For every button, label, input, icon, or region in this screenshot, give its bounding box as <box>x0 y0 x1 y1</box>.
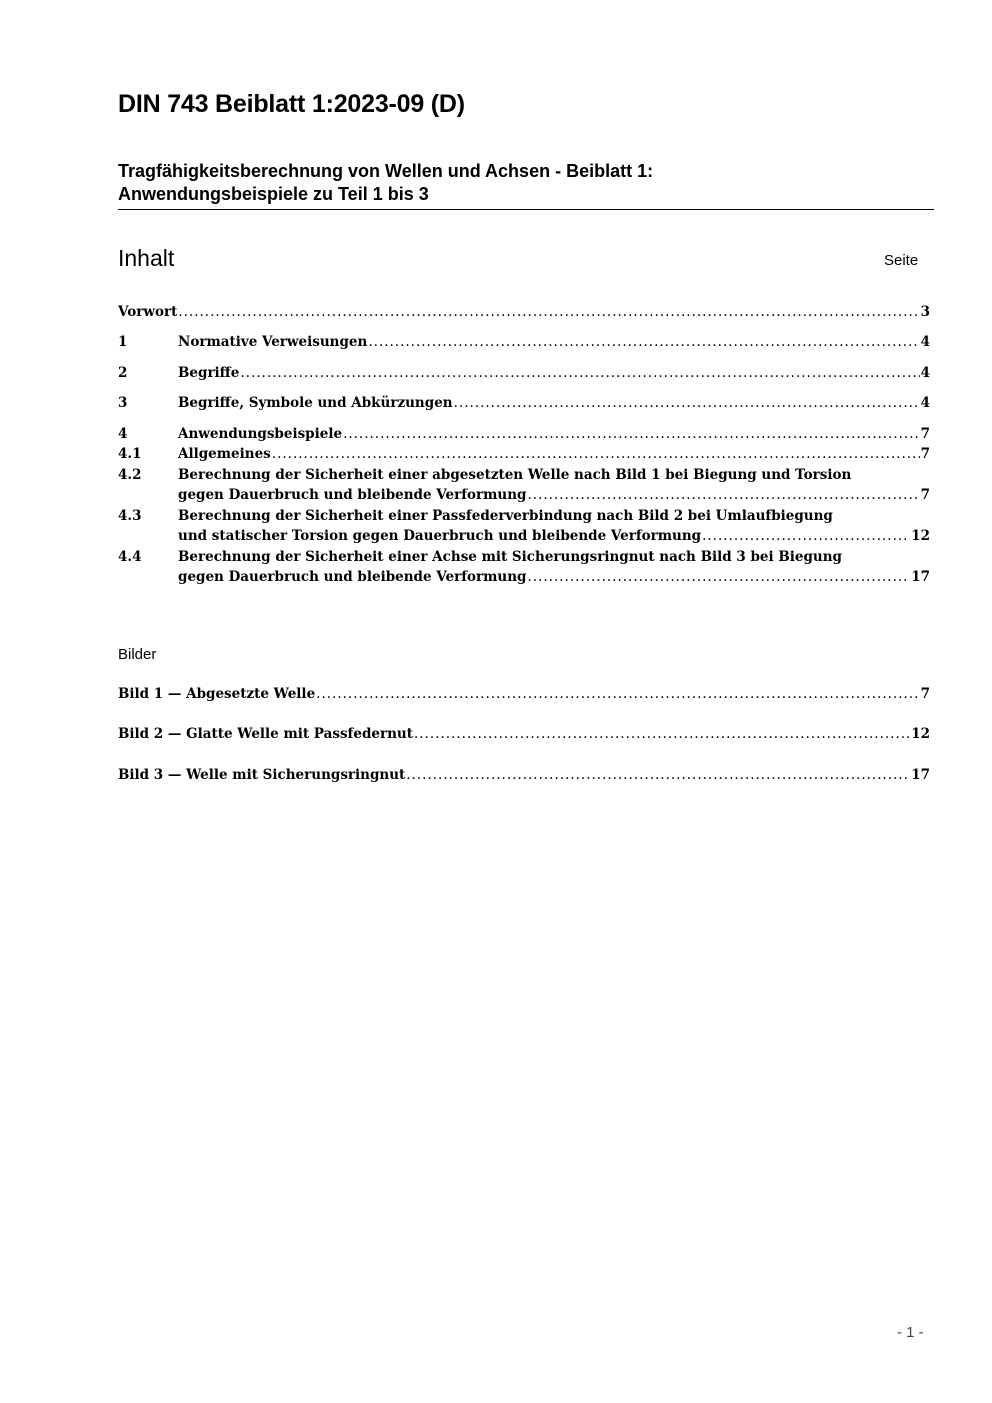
figure-entry-page: 17 <box>911 767 930 783</box>
toc-entry-page: 7 <box>920 446 930 462</box>
figure-entry-2[interactable] <box>118 724 930 744</box>
figure-entry-label: Bild 1 — Abgesetzte Welle <box>118 686 316 702</box>
toc-entry-label: Begriffe, Symbole und Abkürzungen <box>178 395 453 411</box>
figures-heading: Bilder <box>118 646 157 663</box>
subtitle-line-1: Tragfähigkeitsberechnung von Wellen und Achsen - Beiblatt 1: <box>118 161 654 181</box>
toc-entry-1[interactable] <box>118 332 930 352</box>
toc-entry-label: Berechnung der Sicherheit einer abgesetzten Welle nach Bild 1 bei Biegung und Torsion <box>178 467 852 483</box>
toc-entry-3[interactable] <box>118 393 930 413</box>
toc-leader-dots <box>528 567 911 587</box>
toc-entry-label: Anwendungsbeispiele <box>178 426 343 442</box>
contents-heading: Inhalt <box>118 245 175 271</box>
toc-entry-number: 4.1 <box>118 446 142 462</box>
toc-entry-4-2[interactable] <box>118 465 930 485</box>
toc-entry-label: Berechnung der Sicherheit einer Passfederverbindung nach Bild 2 bei Umlaufbiegung <box>178 508 833 524</box>
figure-entry-page: 12 <box>911 726 930 742</box>
toc-leader-dots <box>414 724 910 744</box>
toc-leader-dots <box>272 444 920 464</box>
toc-entry-2[interactable] <box>118 363 930 383</box>
toc-entry-label: Begriffe <box>178 365 240 381</box>
figure-entry-page: 7 <box>920 686 930 702</box>
toc-entry-page: 3 <box>920 304 930 320</box>
toc-entry-label: Normative Verweisungen <box>178 334 368 350</box>
toc-entry-number: 4 <box>118 426 128 442</box>
toc-leader-dots <box>406 765 910 785</box>
page-number: - 1 - <box>897 1324 924 1341</box>
toc-entry-label: Berechnung der Sicherheit einer Achse mit Sicherungsringnut nach Bild 3 bei Biegung <box>178 549 842 565</box>
toc-entry-number: 4.4 <box>118 549 142 565</box>
toc-entry-4-4-continued[interactable] <box>118 567 930 587</box>
subtitle-line-2: Anwendungsbeispiele zu Teil 1 bis 3 <box>118 184 429 204</box>
figure-entry-label: Bild 3 — Welle mit Sicherungsringnut <box>118 767 406 783</box>
toc-entry-label: gegen Dauerbruch und bleibende Verformung <box>178 487 527 503</box>
toc-entry-number: 4.2 <box>118 467 142 483</box>
toc-entry-number: 1 <box>118 334 128 350</box>
toc-entry-4-4[interactable] <box>118 547 930 567</box>
toc-leader-dots <box>528 485 920 505</box>
toc-entry-label: und statischer Torsion gegen Dauerbruch und bleibende Verformung <box>178 528 702 544</box>
toc-entry-number: 2 <box>118 365 128 381</box>
toc-leader-dots <box>702 526 910 546</box>
toc-entry-number: 3 <box>118 395 128 411</box>
document-title: DIN 743 Beiblatt 1:2023-09 (D) <box>118 90 465 118</box>
toc-entry-4-2-continued[interactable] <box>118 485 930 505</box>
toc-entry-label: Vorwort <box>118 304 178 320</box>
toc-leader-dots <box>178 302 919 322</box>
toc-entry-page: 12 <box>911 528 930 544</box>
toc-leader-dots <box>368 332 919 352</box>
toc-entry-page: 4 <box>920 365 930 381</box>
toc-entry-page: 4 <box>920 395 930 411</box>
toc-entry-vorwort[interactable] <box>118 302 930 322</box>
toc-leader-dots <box>316 684 919 704</box>
figure-entry-1[interactable] <box>118 684 930 704</box>
toc-entry-label: Allgemeines <box>178 446 271 462</box>
document-subtitle <box>118 160 934 210</box>
figure-entry-3[interactable] <box>118 765 930 785</box>
toc-entry-page: 7 <box>920 487 930 503</box>
page-column-label: Seite <box>884 252 919 269</box>
figure-entry-label: Bild 2 — Glatte Welle mit Passfedernut <box>118 726 413 742</box>
toc-leader-dots <box>240 363 919 383</box>
toc-entry-page: 4 <box>920 334 930 350</box>
toc-entry-4[interactable] <box>118 424 930 444</box>
toc-entry-label: gegen Dauerbruch und bleibende Verformung <box>178 569 527 585</box>
toc-entry-4-1[interactable] <box>118 444 930 464</box>
toc-entry-page: 17 <box>911 569 930 585</box>
toc-entry-number: 4.3 <box>118 508 142 524</box>
toc-entry-page: 7 <box>920 426 930 442</box>
toc-entry-4-3[interactable] <box>118 506 930 526</box>
toc-leader-dots <box>454 393 920 413</box>
toc-entry-4-3-continued[interactable] <box>118 526 930 546</box>
toc-leader-dots <box>343 424 920 444</box>
